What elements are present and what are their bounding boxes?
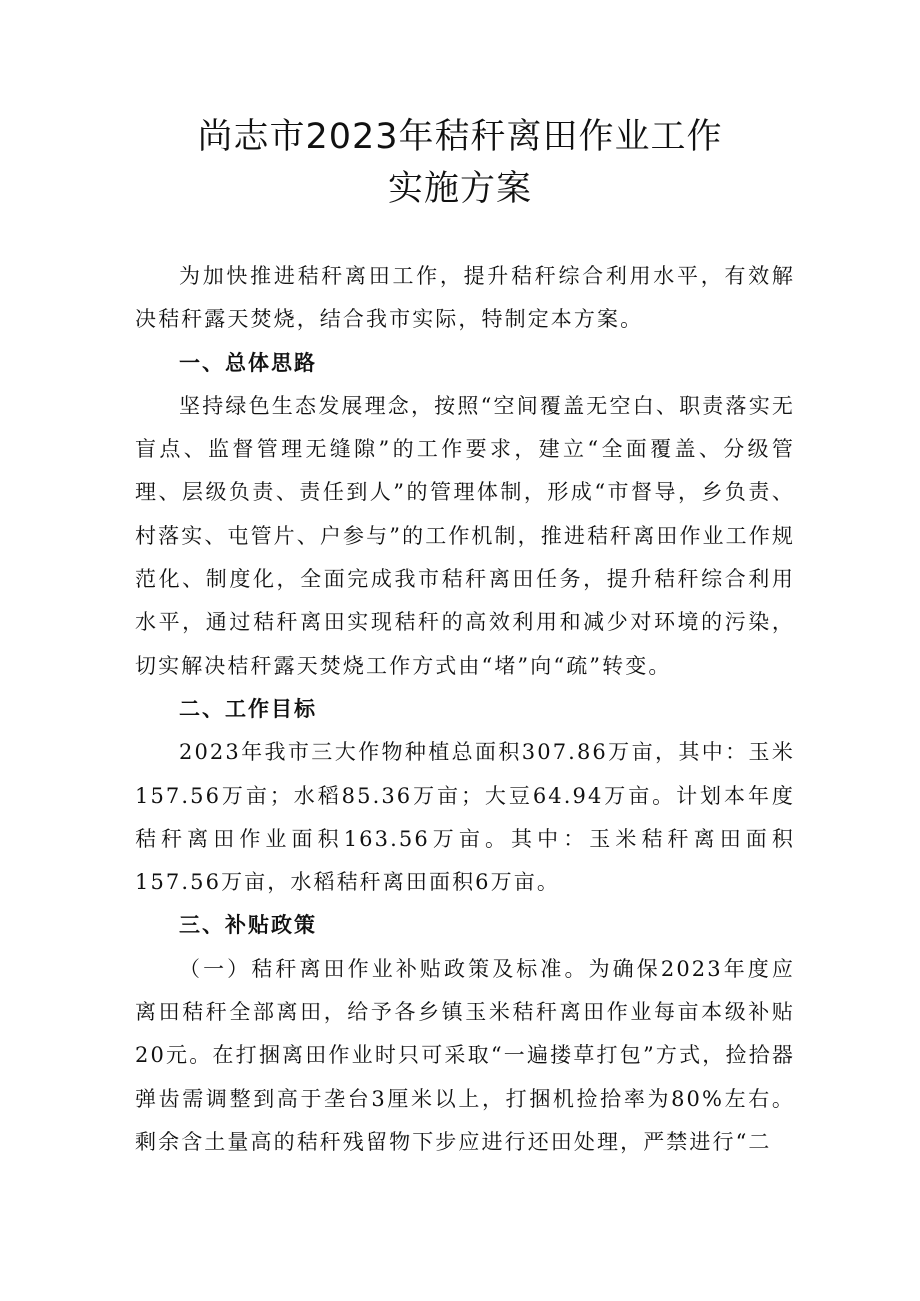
document-body [135,255,795,1164]
section-heading-subsidy-policy: 三、补贴政策 [179,913,317,938]
document-title-line2: 实施方案 [387,169,532,209]
section-paragraph-subsidy-policy: （一）秸秆离田作业补贴政策及标准。为确保2023年度应离田秸秆全部离田，给予各乡镇玉米秸秆离田作业每亩本级补贴20元。在打捆离田作业时只可采取“一遍搂草打包”方式，捡拾器弹齿需调整到高于垄台3厘米以上，打捆机捡拾率为80%左右。剩余含土量高的秸秆残留物下步应进行还田处理，严禁进行“二 [135,956,795,1154]
section-heading-overall-approach: 一、总体思路 [179,350,317,375]
section-heading-work-goals: 二、工作目标 [179,696,317,721]
section-paragraph-work-goals: 2023年我市三大作物种植总面积307.86万亩，其中：玉米157.56万亩；水稻85.36万亩；大豆64.94万亩。计划本年度秸秆离田作业面积163.56万亩。其中：玉米秸秆离田面积157.56万亩，水稻秸秆离田面积6万亩。 [135,740,795,895]
section-paragraph-overall-approach: 坚持绿色生态发展理念，按照“空间覆盖无空白、职责落实无盲点、监督管理无缝隙”的工作要求，建立“全面覆盖、分级管理、层级负责、责任到人”的管理体制，形成“市督导，乡负责、村落实、屯管片、户参与”的工作机制，推进秸秆离田作业工作规范化、制度化，全面完成我市秸秆离田任务，提升秸秆综合利用水平，通过秸秆离田实现秸秆的高效利用和减少对环境的污染，切实解决桔秆露天焚烧工作方式由“堵”向“疏”转变。 [135,393,795,678]
intro-paragraph: 为加快推进秸秆离田工作，提升秸秆综合利用水平，有效解决秸秆露天焚烧，结合我市实际，特制定本方案。 [135,264,795,332]
document-title-line1: 尚志市2023年秸秆离田作业工作 [197,117,723,157]
